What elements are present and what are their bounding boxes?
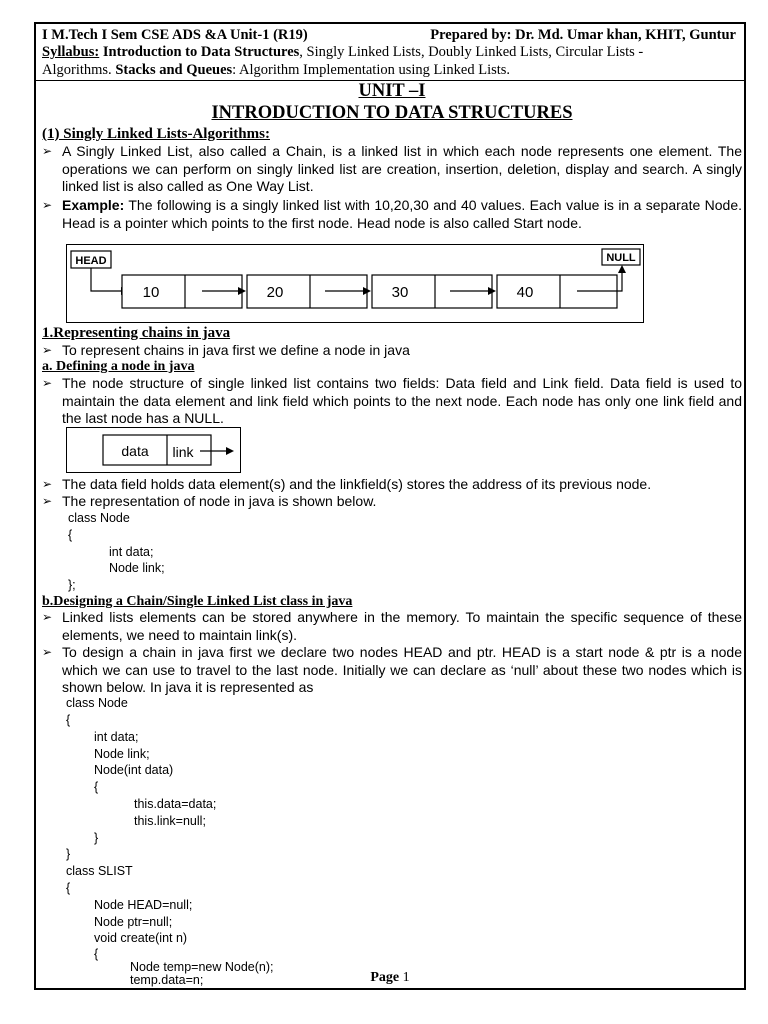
code2-line-15: void create(int n) <box>94 931 188 945</box>
node-1-value: 10 <box>142 284 160 301</box>
section-2-bullet-1: ➢ To represent chains in java first we define a node in java <box>42 342 410 358</box>
syllabus-line-2: Algorithms. Stacks and Queues: Algorithm Implementation using Linked Lists. <box>42 62 511 78</box>
code2-line-2: { <box>66 713 71 727</box>
code1-line-1: class Node <box>68 511 130 525</box>
main-title: INTRODUCTION TO DATA STRUCTURES <box>211 103 573 123</box>
page-footer: Page 1 <box>370 970 410 985</box>
code2-line-11: class SLIST <box>66 864 133 878</box>
document-page <box>34 22 746 990</box>
code2-line-10: } <box>66 847 71 861</box>
code1-line-2: { <box>68 528 73 542</box>
node-structure-svg <box>67 428 240 472</box>
author-header: Prepared by: Dr. Md. Umar khan, KHIT, Guntur <box>430 27 736 43</box>
code2-line-3: int data; <box>94 730 139 744</box>
section-2-bullet-2: ➢ The node structure of single linked list contains two fields: Data field and Link field. Data field is used to maintain the data element and link field which points to the next node. Each node has only one link field and the last node has a NULL. <box>42 375 742 426</box>
linked-list-svg <box>67 245 643 322</box>
code2-line-18: temp.data=n; <box>130 973 204 987</box>
node-structure-diagram <box>66 427 241 473</box>
section-1-bullet-2: ➢ Example: The following is a singly linked list with 10,20,30 and 40 values. Each value is in a separate Node. Head is a pointer which points to the first node. Head node is also called Start node. <box>42 197 742 231</box>
unit-title: UNIT –I <box>358 81 426 101</box>
section-2-bullet-4: ➢ The representation of node in java is shown below. <box>42 493 377 509</box>
section-2-heading: 1.Representing chains in java <box>42 325 231 341</box>
code2-line-16: { <box>94 947 99 961</box>
node-2-value: 20 <box>266 284 284 301</box>
code2-line-7: this.data=data; <box>134 797 217 811</box>
section-3-bullet-2: ➢ To design a chain in java first we declare two nodes HEAD and ptr. HEAD is a start node & ptr is a node which we can use to travel to the last node. Initially we can declare as ‘null’ about these two nodes which is shown below. In java it is represented as <box>42 644 742 695</box>
code2-line-13: Node HEAD=null; <box>94 898 193 912</box>
code2-line-5: Node(int data) <box>94 763 174 777</box>
subsection-b-heading: b.Designing a Chain/Single Linked List class in java <box>42 594 353 609</box>
code1-line-5: }; <box>68 578 76 592</box>
code2-line-4: Node link; <box>94 747 150 761</box>
data-field-label: data <box>121 443 149 459</box>
code1-line-3: int data; <box>109 545 154 559</box>
code1-line-4: Node link; <box>109 561 165 575</box>
section-1-bullet-1: ➢ A Singly Linked List, also called a Chain, is a linked list in which each node represents one element. The operations we can perform on singly linked list are creation, insertion, deletion, display and search. A singly linked list is also called as One Way List. <box>42 143 742 194</box>
code2-line-12: { <box>66 881 71 895</box>
code2-line-1: class Node <box>66 696 128 710</box>
head-label: HEAD <box>75 255 107 267</box>
code2-line-14: Node ptr=null; <box>94 915 173 929</box>
section-3-bullet-1: ➢ Linked lists elements can be stored anywhere in the memory. To maintain the specific sequence of these elements, we need to maintain link(s). <box>42 609 742 643</box>
link-field-label: link <box>172 444 194 460</box>
syllabus-line-1: Syllabus: Introduction to Data Structures, Singly Linked Lists, Doubly Linked Lists, Circular Lists - <box>42 44 644 60</box>
course-header: I M.Tech I Sem CSE ADS &A Unit-1 (R19) <box>42 27 308 43</box>
null-label: NULL <box>606 252 636 264</box>
code2-line-6: { <box>94 780 99 794</box>
code2-line-8: this.link=null; <box>134 814 206 828</box>
section-2-bullet-3: ➢ The data field holds data element(s) and the linkfield(s) stores the address of its previous node. <box>42 476 652 492</box>
subsection-a-heading: a. Defining a node in java <box>42 359 195 374</box>
linked-list-diagram <box>66 244 644 323</box>
code2-line-17: Node temp=new Node(n); <box>130 960 274 974</box>
node-4-value: 40 <box>516 284 534 301</box>
section-1-heading: (1) Singly Linked Lists-Algorithms: <box>42 126 270 142</box>
node-3-value: 30 <box>391 284 409 301</box>
code2-line-9: } <box>94 831 99 845</box>
